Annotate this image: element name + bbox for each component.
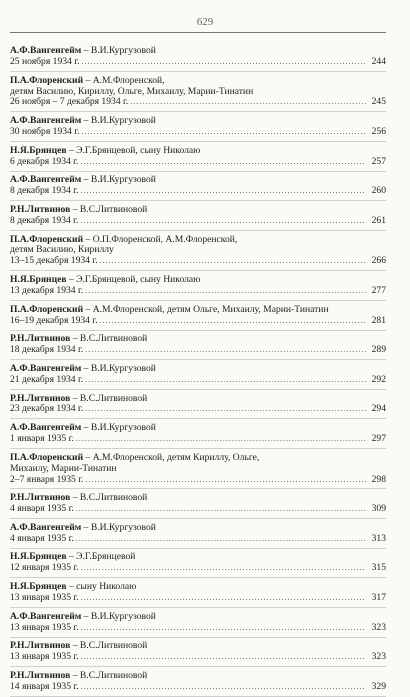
dot-leader xyxy=(81,127,366,138)
contents-entry xyxy=(10,46,386,72)
entry-date: 8 декабря 1934 г. xyxy=(10,214,79,226)
entry-date: 25 ноября 1934 г. xyxy=(10,55,80,67)
entry-date: 23 декабря 1934 г. xyxy=(10,403,84,415)
contents-entry xyxy=(10,394,386,420)
entry-recipients: Михаилу, Марии-Тинатин xyxy=(10,462,117,474)
entry-recipients: – В.И.Кургузовой xyxy=(81,521,156,533)
entry-date-line xyxy=(10,593,386,604)
page-number: 629 xyxy=(196,16,214,28)
entry-author: П.А.Флоренский xyxy=(10,233,84,245)
entry-recipients: – сыну Николаю xyxy=(66,581,137,593)
entry-date-line xyxy=(10,345,386,356)
dot-leader xyxy=(80,186,366,197)
contents-entry xyxy=(10,235,386,272)
entry-heading-line xyxy=(10,612,386,623)
dot-leader xyxy=(130,97,366,108)
entry-recipients: – В.С.Литвиновой xyxy=(70,492,148,504)
entry-date: 4 января 1935 г. xyxy=(10,532,74,544)
contents-entry xyxy=(10,175,386,201)
entry-recipients: детям Василию, Кириллу xyxy=(10,244,114,256)
entry-page-ref: 297 xyxy=(371,433,386,445)
dot-leader xyxy=(81,682,366,693)
contents-entry xyxy=(10,275,386,301)
entry-page-ref: 245 xyxy=(371,96,386,108)
entry-date-line xyxy=(10,623,386,634)
contents-entry xyxy=(10,146,386,172)
entry-page-ref: 323 xyxy=(371,651,386,663)
entry-date-line xyxy=(10,504,386,515)
entry-date-line xyxy=(10,375,386,386)
entry-date: 13 декабря 1934 г. xyxy=(10,284,84,296)
dot-leader xyxy=(81,57,366,68)
dot-leader xyxy=(81,623,366,634)
entry-heading-line xyxy=(10,582,386,593)
entry-heading-line xyxy=(10,464,386,475)
dot-leader xyxy=(80,157,366,168)
entry-date: 12 января 1935 г. xyxy=(10,562,79,574)
entry-recipients: – В.И.Кургузовой xyxy=(81,422,156,434)
header-rule xyxy=(10,32,386,33)
entry-date: 30 ноября 1934 г. xyxy=(10,126,80,138)
entry-date-line xyxy=(10,652,386,663)
entry-recipients: – Э.Г.Брянцевой, сыну Николаю xyxy=(66,274,201,286)
contents-entry xyxy=(10,334,386,360)
entry-date: 2–7 января 1935 г. xyxy=(10,473,84,485)
entry-date-line xyxy=(10,186,386,197)
entry-page-ref: 244 xyxy=(371,55,386,67)
entry-author: Р.Н.Литвинов xyxy=(10,640,71,652)
entry-heading-line xyxy=(10,671,386,682)
dot-leader xyxy=(100,256,366,267)
dot-leader xyxy=(81,652,366,663)
entry-author: П.А.Флоренский xyxy=(10,303,84,315)
contents-entry xyxy=(10,552,386,578)
entry-recipients: – В.И.Кургузовой xyxy=(81,362,156,374)
entry-date: 13 января 1935 г. xyxy=(10,651,79,663)
contents-entry xyxy=(10,116,386,142)
entry-author: А.Ф.Вангенгейм xyxy=(10,174,82,186)
entry-recipients: – В.С.Литвиновой xyxy=(70,203,148,215)
entry-author: Н.Я.Брянцев xyxy=(10,274,67,286)
entry-author: Н.Я.Брянцев xyxy=(10,144,67,156)
entry-recipients: – В.И.Кургузовой xyxy=(81,45,156,56)
entry-page-ref: 309 xyxy=(371,503,386,515)
dot-leader xyxy=(76,534,366,545)
contents-entry xyxy=(10,423,386,449)
entry-recipients: – В.И.Кургузовой xyxy=(81,115,156,127)
entry-heading-line xyxy=(10,146,386,157)
entry-date-line xyxy=(10,97,386,108)
entry-page-ref: 289 xyxy=(371,344,386,356)
entry-date: 16–19 декабря 1934 г. xyxy=(10,314,98,326)
entry-date-line xyxy=(10,475,386,486)
entry-date-line xyxy=(10,57,386,68)
contents-entry xyxy=(10,523,386,549)
entry-recipients: детям Василию, Кириллу, Ольге, Михаилу, Марии-Тинатин xyxy=(10,85,254,97)
entry-date-line xyxy=(10,404,386,415)
entry-author: Р.Н.Литвинов xyxy=(10,203,71,215)
entry-recipients: – В.С.Литвиновой xyxy=(70,392,148,404)
entry-page-ref: 281 xyxy=(371,314,386,326)
entry-author: Р.Н.Литвинов xyxy=(10,392,71,404)
contents-entry xyxy=(10,453,386,490)
entry-date: 13–15 декабря 1934 г. xyxy=(10,255,98,267)
dot-leader xyxy=(80,216,366,227)
dot-leader xyxy=(81,593,366,604)
entry-date-line xyxy=(10,256,386,267)
entry-heading-line xyxy=(10,305,386,316)
entry-recipients: – А.М.Флоренской, xyxy=(83,74,165,86)
entry-recipients: – В.С.Литвиновой xyxy=(70,640,148,652)
dot-leader xyxy=(85,375,366,386)
dot-leader xyxy=(85,345,366,356)
entry-date: 6 декабря 1934 г. xyxy=(10,155,79,167)
entry-author: А.Ф.Вангенгейм xyxy=(10,115,82,127)
entry-date: 13 января 1935 г. xyxy=(10,591,79,603)
entry-page-ref: 294 xyxy=(371,403,386,415)
entry-recipients: – В.И.Кургузовой xyxy=(81,174,156,186)
entry-page-ref: 257 xyxy=(371,155,386,167)
entry-date-line xyxy=(10,127,386,138)
entry-page-ref: 329 xyxy=(371,680,386,692)
dot-leader xyxy=(81,563,366,574)
entry-page-ref: 260 xyxy=(371,185,386,197)
contents-entry xyxy=(10,612,386,638)
entry-author: П.А.Флоренский xyxy=(10,74,84,86)
entry-page-ref: 323 xyxy=(371,621,386,633)
contents-entry xyxy=(10,305,386,331)
entry-heading-line xyxy=(10,641,386,652)
entry-author: П.А.Флоренский xyxy=(10,451,84,463)
entry-recipients: – А.М.Флоренской, детям Ольге, Михаилу, Марии-Тинатин xyxy=(83,303,329,315)
entry-date-line xyxy=(10,434,386,445)
dot-leader xyxy=(85,404,366,415)
contents-entry xyxy=(10,76,386,113)
entry-date-line xyxy=(10,316,386,327)
entry-date: 26 ноября – 7 декабря 1934 г. xyxy=(10,96,129,108)
entry-author: Н.Я.Брянцев xyxy=(10,581,67,593)
entry-recipients: – В.И.Кургузовой xyxy=(81,610,156,622)
entry-date: 18 декабря 1934 г. xyxy=(10,344,84,356)
entry-recipients: – Э.Г.Брянцевой xyxy=(66,551,136,563)
entry-page-ref: 277 xyxy=(371,284,386,296)
entry-author: А.Ф.Вангенгейм xyxy=(10,610,82,622)
entry-date-line xyxy=(10,534,386,545)
entry-author: Р.Н.Литвинов xyxy=(10,333,71,345)
entry-date: 14 января 1935 г. xyxy=(10,680,79,692)
dot-leader xyxy=(76,504,366,515)
entry-page-ref: 266 xyxy=(371,255,386,267)
entry-date: 4 января 1935 г. xyxy=(10,503,74,515)
entry-page-ref: 298 xyxy=(371,473,386,485)
entry-page-ref: 313 xyxy=(371,532,386,544)
contents-entry xyxy=(10,671,386,697)
dot-leader xyxy=(85,286,366,297)
entry-date: 8 декабря 1934 г. xyxy=(10,185,79,197)
entry-date-line xyxy=(10,216,386,227)
entry-recipients: – В.С.Литвиновой xyxy=(70,669,148,681)
entry-page-ref: 317 xyxy=(371,591,386,603)
entry-author: Р.Н.Литвинов xyxy=(10,669,71,681)
dot-leader xyxy=(100,316,366,327)
dot-leader xyxy=(76,434,366,445)
entry-author: А.Ф.Вангенгейм xyxy=(10,362,82,374)
entry-date-line xyxy=(10,682,386,693)
contents-entry xyxy=(10,364,386,390)
entry-page-ref: 256 xyxy=(371,126,386,138)
contents-entry xyxy=(10,493,386,519)
entry-author: А.Ф.Вангенгейм xyxy=(10,521,82,533)
contents-list xyxy=(10,46,386,697)
entry-recipients: – А.М.Флоренской, детям Кириллу, Ольге, xyxy=(83,451,260,463)
entry-page-ref: 315 xyxy=(371,562,386,574)
contents-entry xyxy=(10,205,386,231)
contents-entry xyxy=(10,641,386,667)
entry-page-ref: 261 xyxy=(371,214,386,226)
dot-leader xyxy=(85,475,366,486)
entry-date: 13 января 1935 г. xyxy=(10,621,79,633)
entry-author: Н.Я.Брянцев xyxy=(10,551,67,563)
entry-author: А.Ф.Вангенгейм xyxy=(10,45,82,56)
entry-recipients: – В.С.Литвиновой xyxy=(70,333,148,345)
contents-entry xyxy=(10,582,386,608)
entry-date: 1 января 1935 г. xyxy=(10,433,74,445)
entry-date-line xyxy=(10,157,386,168)
entry-recipients: – О.П.Флоренской, А.М.Флоренской, xyxy=(83,233,238,245)
entry-date: 21 декабря 1934 г. xyxy=(10,373,84,385)
entry-recipients: – Э.Г.Брянцевой, сыну Николаю xyxy=(66,144,201,156)
entry-date-line xyxy=(10,563,386,574)
entry-date-line xyxy=(10,286,386,297)
entry-page-ref: 292 xyxy=(371,373,386,385)
entry-author: Р.Н.Литвинов xyxy=(10,492,71,504)
entry-author: А.Ф.Вангенгейм xyxy=(10,422,82,434)
